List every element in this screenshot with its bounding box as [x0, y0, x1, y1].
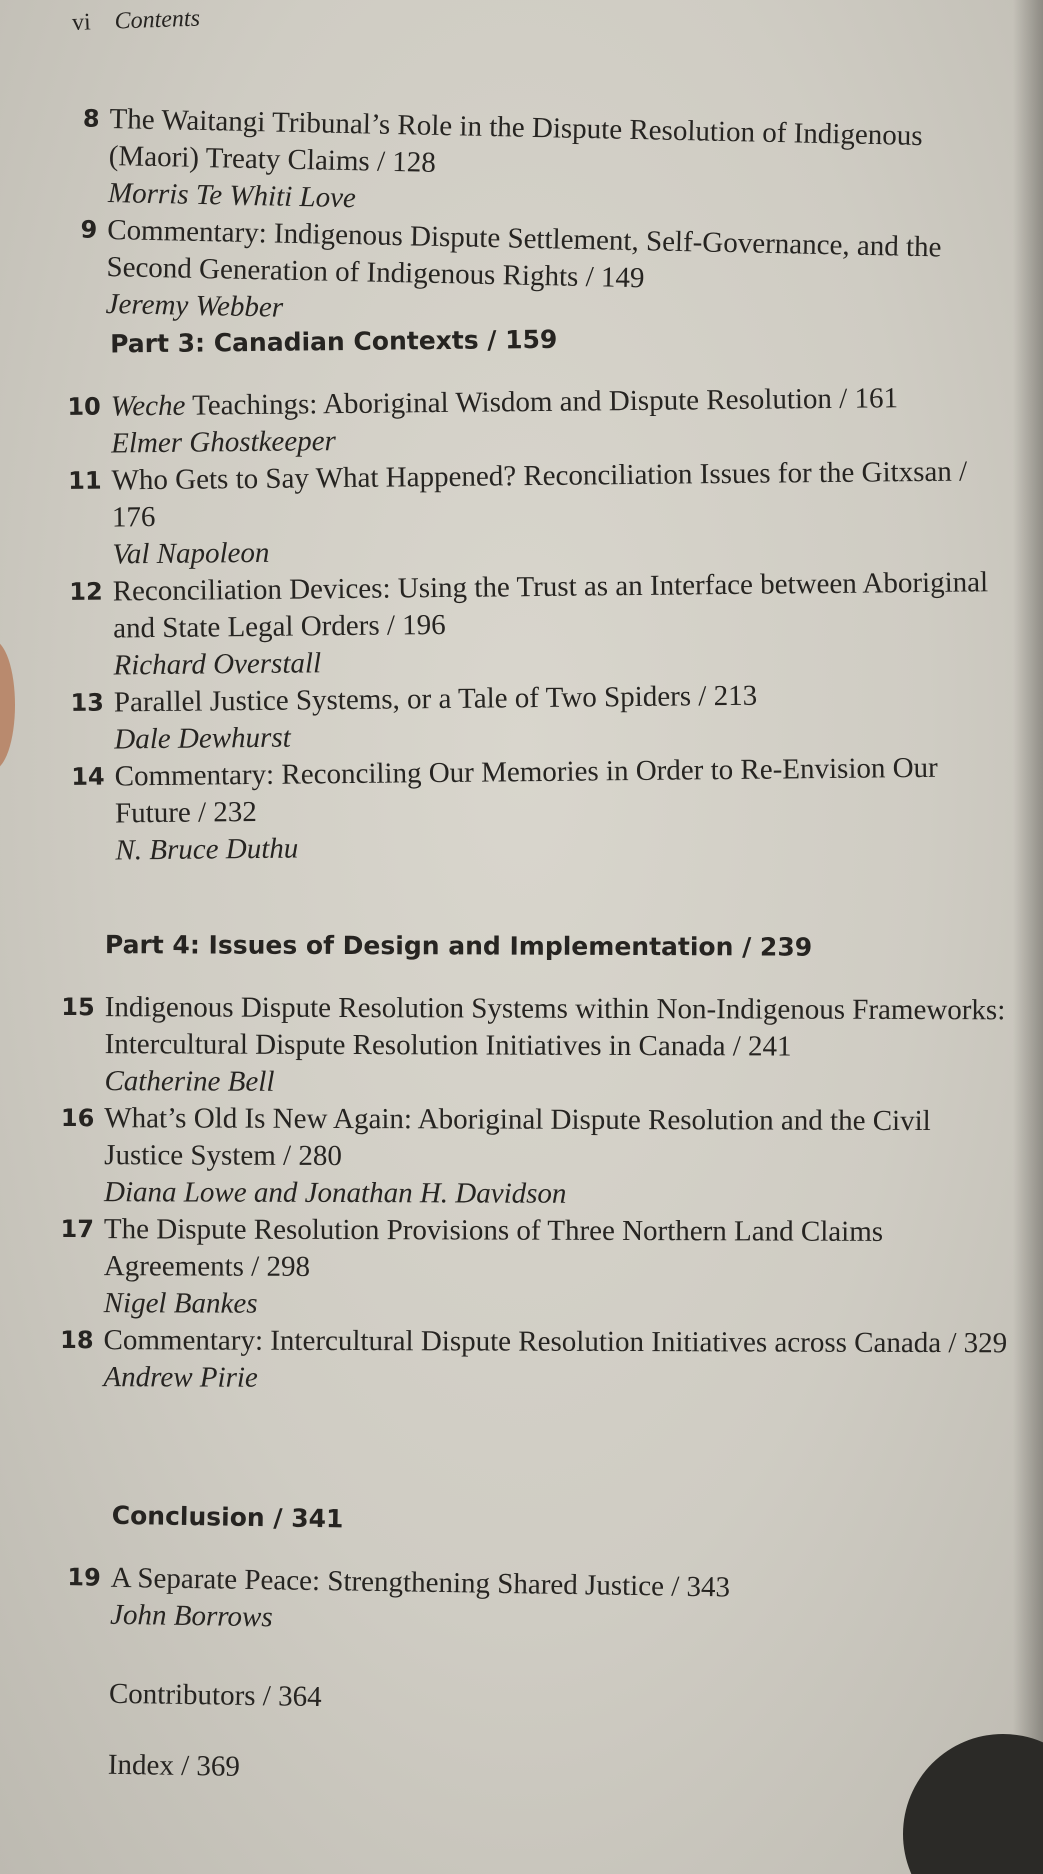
toc-entry — [53, 1322, 1013, 1399]
chapter-title: Who Gets to Say What Happened? Reconciliation Issues for the Gitxsan / 176 — [111, 455, 968, 534]
page-number: vi — [71, 9, 92, 36]
toc-entry — [58, 100, 990, 230]
chapter-author: Elmer Ghostkeeper — [111, 425, 337, 460]
chapter-title: What’s Old Is New Again: Aboriginal Dispute Resolution and the Civil Justice System / 280 — [104, 1102, 931, 1173]
page-gutter-shadow — [1013, 0, 1043, 1874]
part-heading: Conclusion / 341 — [111, 1500, 344, 1534]
toc-entry — [64, 749, 995, 870]
chapter-author: Richard Overstall — [113, 647, 322, 682]
chapter-author: N. Bruce Duthu — [115, 832, 299, 867]
chapter-title: Commentary: Reconciling Our Memories in Order to Re-Envision Our Future / 232 — [114, 751, 938, 830]
toc-block-top — [55, 100, 989, 341]
chapter-title-italic: Weche — [110, 389, 186, 423]
chapter-title: Reconciliation Devices: Using the Trust as an Interface between Aboriginal and State Legal Orders / 196 — [112, 566, 989, 645]
part-heading: Part 4: Issues of Design and Implementation / 239 — [104, 930, 813, 962]
chapter-author: Andrew Pirie — [103, 1361, 258, 1394]
chapter-number: 11 — [68, 466, 102, 495]
toc-entry — [63, 564, 994, 685]
chapter-number: 19 — [67, 1563, 102, 1592]
toc-conclusion — [58, 1500, 962, 1797]
toc-entry — [60, 1559, 961, 1647]
chapter-number: 8 — [82, 104, 100, 133]
chapter-number: 18 — [60, 1326, 94, 1355]
chapter-author: Dale Dewhurst — [114, 721, 291, 756]
chapter-author: Val Napoleon — [112, 536, 270, 571]
thumb-edge — [0, 640, 15, 770]
chapter-author: Diana Lowe and Jonathan H. Davidson — [104, 1176, 567, 1210]
toc-entry — [64, 675, 995, 759]
chapter-number: 15 — [61, 993, 95, 1022]
chapter-number: 10 — [67, 392, 101, 421]
chapter-title: A Separate Peace: Strengthening Shared Justice / 343 — [110, 1561, 731, 1604]
chapter-title: Teachings: Aboriginal Wisdom and Dispute Resolution / 161 — [185, 382, 899, 422]
toc-part-4 — [53, 930, 1015, 1399]
toc-part-3 — [60, 320, 996, 870]
chapter-number: 12 — [69, 577, 103, 606]
chapter-author: John Borrows — [109, 1598, 273, 1634]
chapter-number: 16 — [60, 1104, 95, 1133]
running-header — [72, 6, 201, 37]
chapter-number: 17 — [60, 1215, 95, 1244]
toc-entry — [61, 453, 992, 574]
running-title: Contents — [114, 5, 201, 35]
chapter-number: 14 — [71, 762, 105, 791]
toc-entry — [61, 379, 992, 463]
chapter-title: Parallel Justice Systems, or a Tale of Two Spiders / 213 — [113, 679, 758, 719]
chapter-number: 9 — [80, 215, 98, 244]
chapter-title: Commentary: Indigenous Dispute Settlement, Self-Governance, and the Second Generation of Indigenous Rights / 149 — [106, 214, 942, 295]
index-entry: Index / 369 — [107, 1748, 241, 1783]
chapter-title: Indigenous Dispute Resolution Systems within Non-Indigenous Frameworks: Intercultural Dispute Resolution Initiatives in Canada / 241 — [104, 991, 1006, 1063]
toc-entry — [54, 1100, 1014, 1214]
chapter-author: Morris Te Whiti Love — [107, 177, 357, 215]
chapter-author: Jeremy Webber — [105, 288, 284, 324]
chapter-author: Catherine Bell — [104, 1065, 275, 1098]
part-heading: Part 3: Canadian Contexts / 159 — [109, 324, 558, 359]
chapter-number: 13 — [70, 688, 105, 717]
toc-entry — [54, 1211, 1014, 1325]
chapter-title: The Waitangi Tribunal’s Role in the Dispute Resolution of Indigenous (Maori) Treaty Claims / 128 — [108, 103, 923, 179]
chapter-title: Commentary: Intercultural Dispute Resolution Initiatives across Canada / 329 — [103, 1324, 1008, 1360]
toc-entry — [54, 989, 1014, 1103]
chapter-author: Nigel Bankes — [103, 1287, 258, 1320]
contributors-entry: Contributors / 364 — [108, 1677, 322, 1714]
chapter-title: The Dispute Resolution Provisions of Three Northern Land Claims Agreements / 298 — [103, 1213, 884, 1283]
